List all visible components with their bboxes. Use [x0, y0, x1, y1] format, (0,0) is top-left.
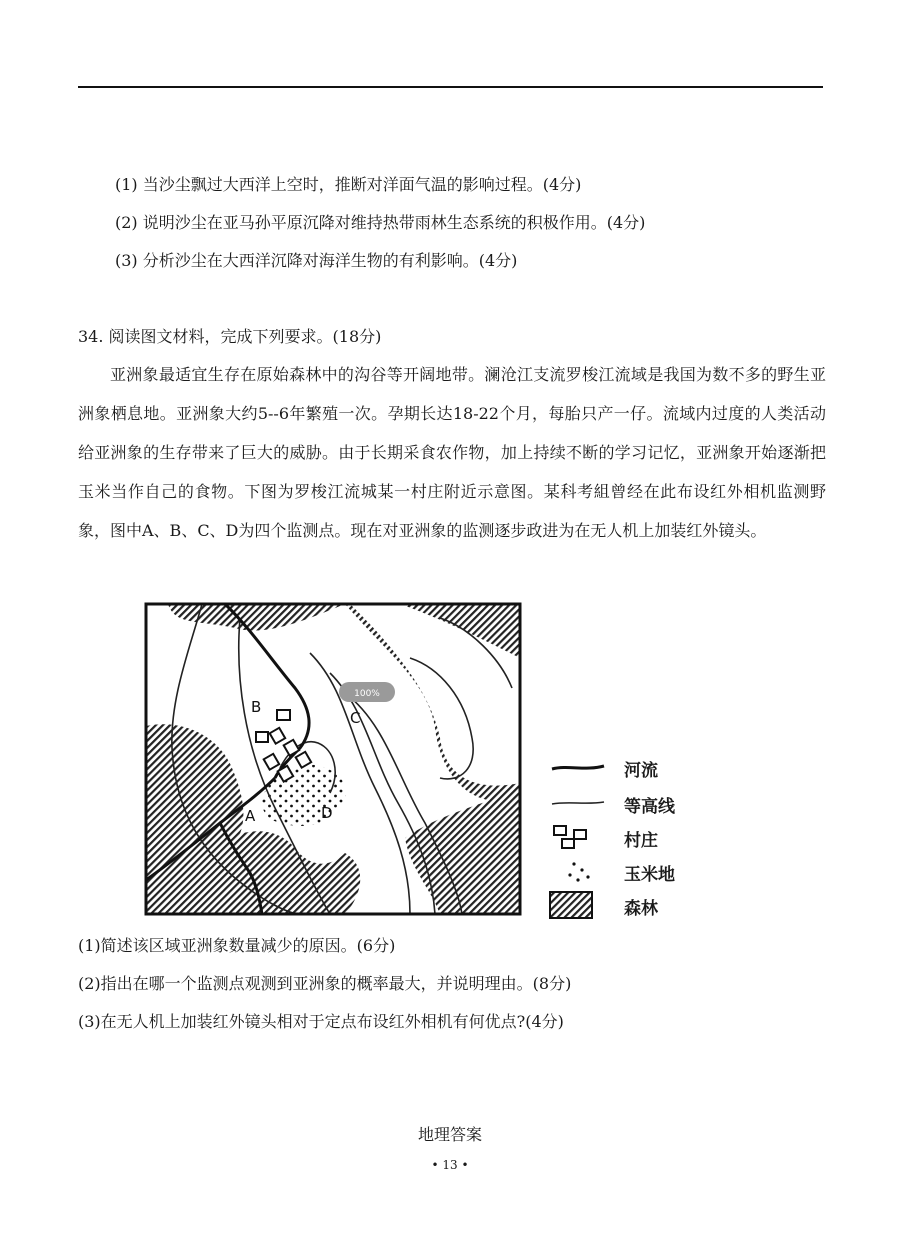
cornfield-symbol-icon	[548, 856, 608, 886]
legend-river	[548, 752, 698, 782]
footer-title: 地理答案	[417, 1125, 482, 1144]
prev-question-2: (2) 说明沙尘在亚马孙平原沉降对维持热带雨林生态系统的积极作用。(4分)	[115, 213, 646, 232]
header-rule	[78, 86, 823, 88]
subquestion-1: (1)简述该区域亚洲象数量减少的原因。(6分)	[78, 936, 396, 955]
legend-village-label: 村庄	[624, 831, 658, 851]
legend-river-label: 河流	[624, 761, 658, 781]
prev-question-3: (3) 分析沙尘在大西洋沉降对海洋生物的有利影响。(4分)	[115, 251, 518, 270]
map-point-c: C	[350, 709, 361, 727]
legend-forest-label: 森林	[624, 899, 658, 919]
contour-symbol-icon	[548, 788, 608, 818]
map-point-a: A	[245, 807, 256, 825]
village-symbol-icon	[548, 822, 608, 852]
map-point-d: D	[321, 804, 333, 822]
zoom-badge-text: 100%	[354, 689, 380, 699]
question-34-material: 亚洲象最适宜生存在原始森林中的沟谷等开阔地带。澜沧江支流罗梭江流域是我国为数不多的野生亚洲象栖息地。亚洲象大约5--6年繁殖一次。孕期长达18-22个月，每胎只产一仔。流域内过度的人类活动给亚洲象的生存带来了巨大的威胁。由于长期采食农作物，加上持续不断的学习记忆，亚洲象开始逐渐把玉米当作自己的食物。下图为罗梭江流城某一村庄附近示意图。某科考組曾经在此布设红外相机监测野象，图中A、B、C、D为四个监测点。现在对亚洲象的监测逐步政进为在无人机上加装红外镜头。	[78, 365, 826, 540]
river-symbol-icon	[548, 752, 608, 782]
subquestion-3: (3)在无人机上加装红外镜头相对于定点布设红外相机有何优点?(4分)	[78, 1012, 564, 1031]
legend-contour	[548, 788, 698, 818]
page-number: • 13 •	[431, 1158, 469, 1172]
forest-symbol-icon	[548, 890, 608, 920]
question-34-heading: 34. 阅读图文材料，完成下列要求。(18分)	[78, 327, 382, 346]
legend-forest	[548, 890, 698, 920]
legend-cornfield	[548, 856, 698, 886]
subquestion-2: (2)指出在哪一个监测点观测到亚洲象的概率最大，并说明理由。(8分)	[78, 974, 572, 993]
legend-village	[548, 822, 698, 852]
map-point-b: B	[251, 698, 262, 716]
legend-contour-label: 等高线	[624, 797, 675, 817]
village-map	[140, 598, 526, 920]
prev-question-1: (1) 当沙尘飘过大西洋上空时，推断对洋面气温的影响过程。(4分)	[115, 175, 582, 194]
legend-cornfield-label: 玉米地	[624, 865, 675, 885]
map-legend	[548, 752, 698, 922]
